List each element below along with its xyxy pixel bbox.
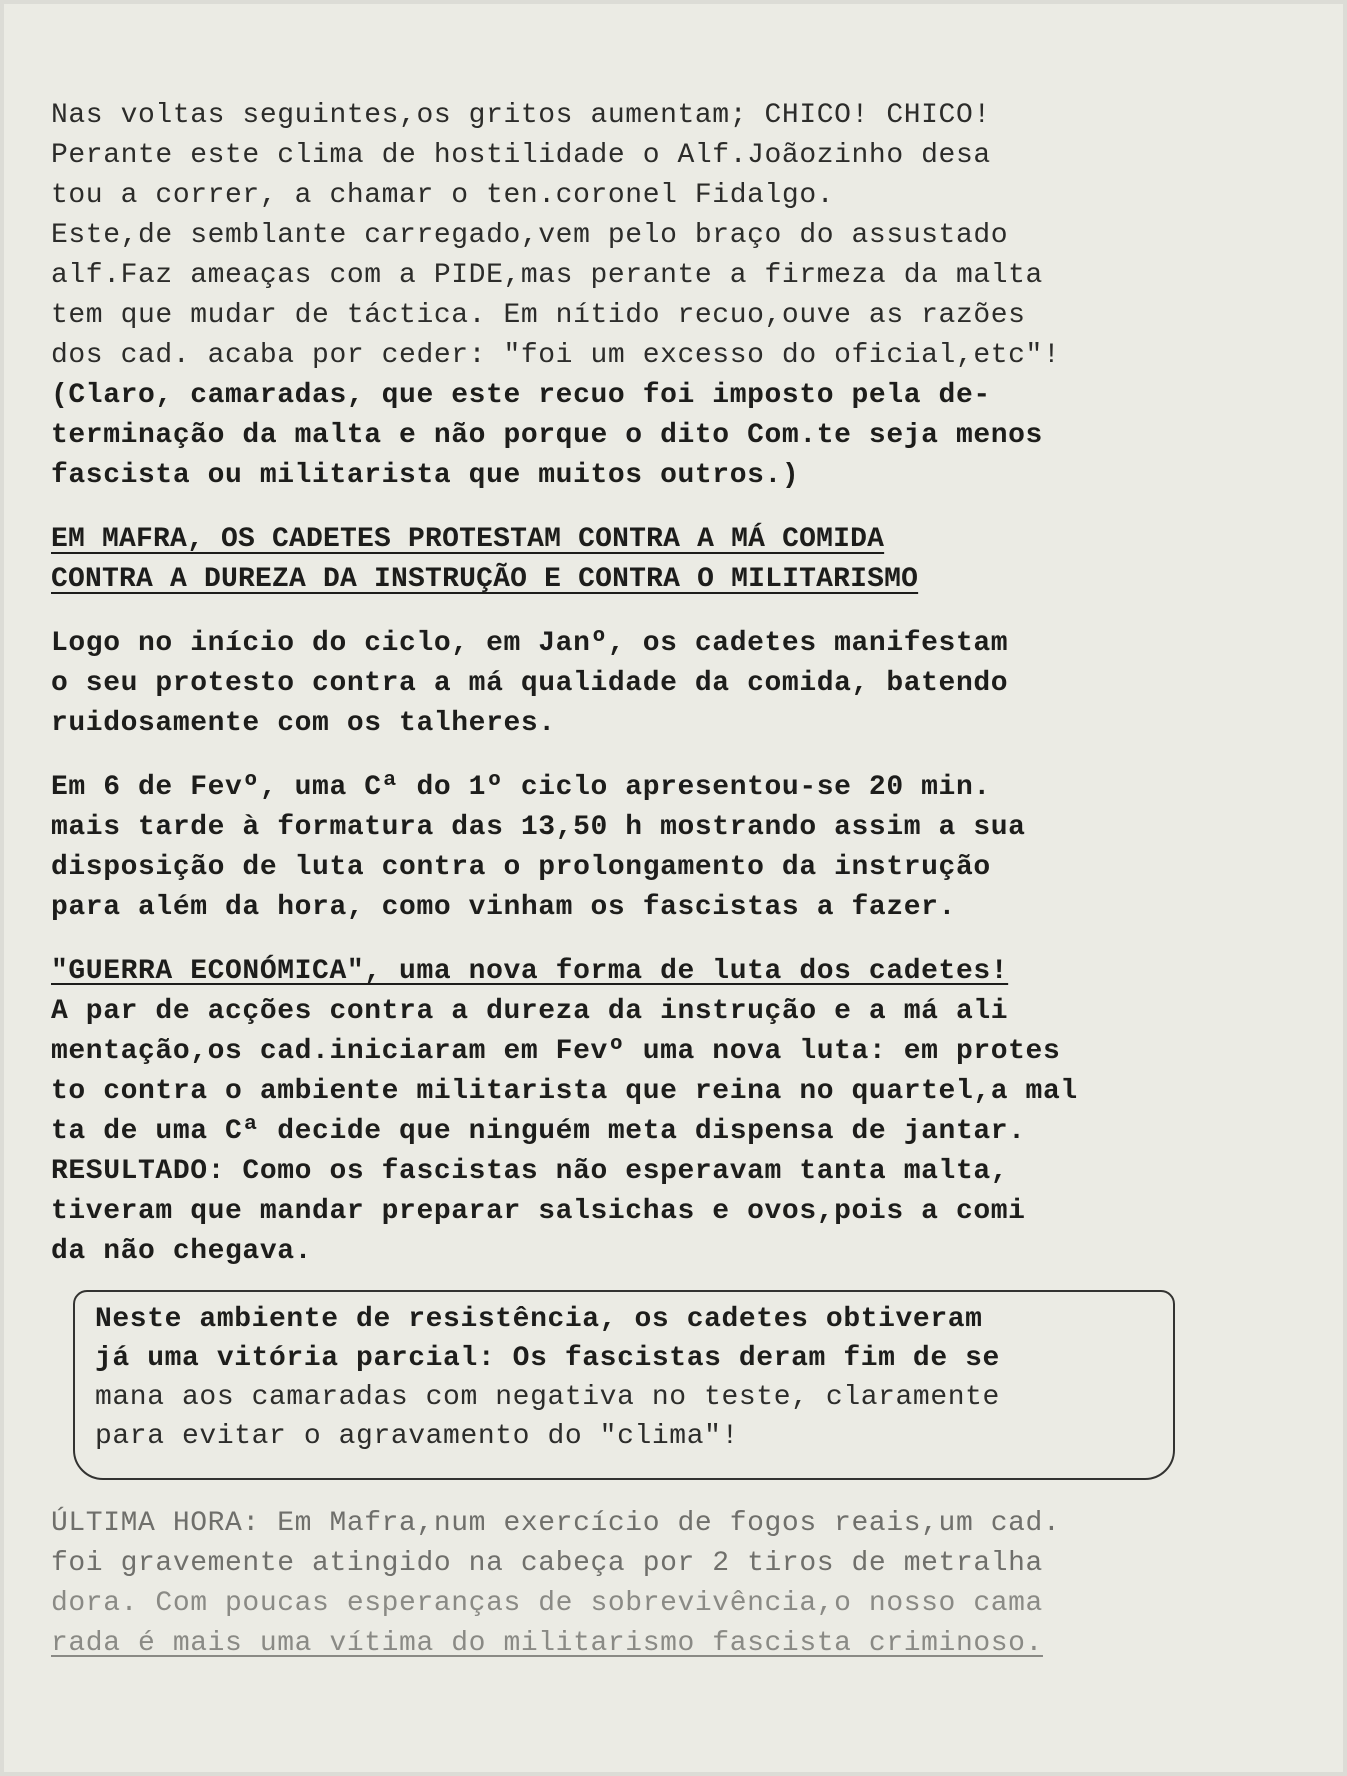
text-line: ÚLTIMA HORA: Em Mafra,num exercício de fogos reais,um cad.: [51, 1508, 1061, 1539]
section-headline: [51, 520, 1176, 600]
intro-paragraph: [51, 96, 1176, 496]
text-line: para evitar o agravamento do "clima"!: [95, 1421, 739, 1452]
text-line: Este,de semblante carregado,vem pelo braço do assustado: [51, 220, 1009, 251]
text-line: já uma vitória parcial: Os fascistas deram fim de se: [95, 1343, 1000, 1374]
text-line: Em 6 de Fevº, uma Cª do 1º ciclo apresentou-se 20 min.: [51, 772, 991, 803]
spacer: [51, 744, 1176, 768]
text-line: tem que mudar de táctica. Em nítido recuo,ouve as razões: [51, 300, 1026, 331]
spacer: [51, 928, 1176, 952]
text-line: terminação da malta e não porque o dito Com.te seja menos: [51, 420, 1043, 451]
document-body: [51, 96, 1176, 1664]
last-hour-paragraph: [51, 1504, 1176, 1664]
paragraph-formation: [51, 768, 1176, 928]
paragraph-economic-war: [51, 952, 1176, 1272]
text-line: mentação,os cad.iniciaram em Fevº uma nova luta: em protes: [51, 1036, 1061, 1067]
text-line: Nas voltas seguintes,os gritos aumentam; CHICO! CHICO!: [51, 100, 991, 131]
text-line: RESULTADO: Como os fascistas não esperavam tanta malta,: [51, 1156, 1009, 1187]
text-line: Perante este clima de hostilidade o Alf.Joãozinho desa: [51, 140, 991, 171]
text-line: disposição de luta contra o prolongamento da instrução: [51, 852, 991, 883]
text-line: da não chegava.: [51, 1236, 313, 1267]
text-line: dora. Com poucas esperanças de sobrevivência,o nosso cama: [51, 1588, 1043, 1619]
text-line: dos cad. acaba por ceder: "foi um excesso do oficial,etc"!: [51, 340, 1061, 371]
document-page: [4, 4, 1343, 1772]
headline-line: EM MAFRA, OS CADETES PROTESTAM CONTRA A MÁ COMIDA: [51, 524, 885, 555]
text-line: fascista ou militarista que muitos outros.): [51, 460, 800, 491]
text-line: tiveram que mandar preparar salsichas e ovos,pois a comi: [51, 1196, 1026, 1227]
text-line: para além da hora, como vinham os fascistas a fazer.: [51, 892, 956, 923]
victory-box: [73, 1290, 1175, 1480]
text-line: Logo no início do ciclo, em Janº, os cadetes manifestam: [51, 628, 1009, 659]
text-line: alf.Faz ameaças com a PIDE,mas perante a firmeza da malta: [51, 260, 1043, 291]
spacer: [51, 496, 1176, 520]
text-line: "GUERRA ECONÓMICA", uma nova forma de luta dos cadetes!: [51, 956, 1009, 987]
spacer: [51, 1480, 1176, 1504]
text-line: (Claro, camaradas, que este recuo foi imposto pela de-: [51, 380, 991, 411]
text-line: rada é mais uma vítima do militarismo fascista criminoso.: [51, 1628, 1043, 1659]
text-line: mana aos camaradas com negativa no teste, claramente: [95, 1382, 1000, 1413]
text-line: A par de acções contra a dureza da instrução e a má ali: [51, 996, 1009, 1027]
text-line: foi gravemente atingido na cabeça por 2 tiros de metralha: [51, 1548, 1043, 1579]
text-line: to contra o ambiente militarista que reina no quartel,a mal: [51, 1076, 1078, 1107]
text-line: Neste ambiente de resistência, os cadetes obtiveram: [95, 1304, 983, 1335]
headline-line: CONTRA A DUREZA DA INSTRUÇÃO E CONTRA O MILITARISMO: [51, 564, 919, 595]
paragraph-complaint: [51, 624, 1176, 744]
text-line: ta de uma Cª decide que ninguém meta dispensa de jantar.: [51, 1116, 1026, 1147]
text-line: tou a correr, a chamar o ten.coronel Fidalgo.: [51, 180, 835, 211]
spacer: [51, 600, 1176, 624]
text-line: ruidosamente com os talheres.: [51, 708, 556, 739]
text-line: mais tarde à formatura das 13,50 h mostrando assim a sua: [51, 812, 1026, 843]
text-line: o seu protesto contra a má qualidade da comida, batendo: [51, 668, 1009, 699]
